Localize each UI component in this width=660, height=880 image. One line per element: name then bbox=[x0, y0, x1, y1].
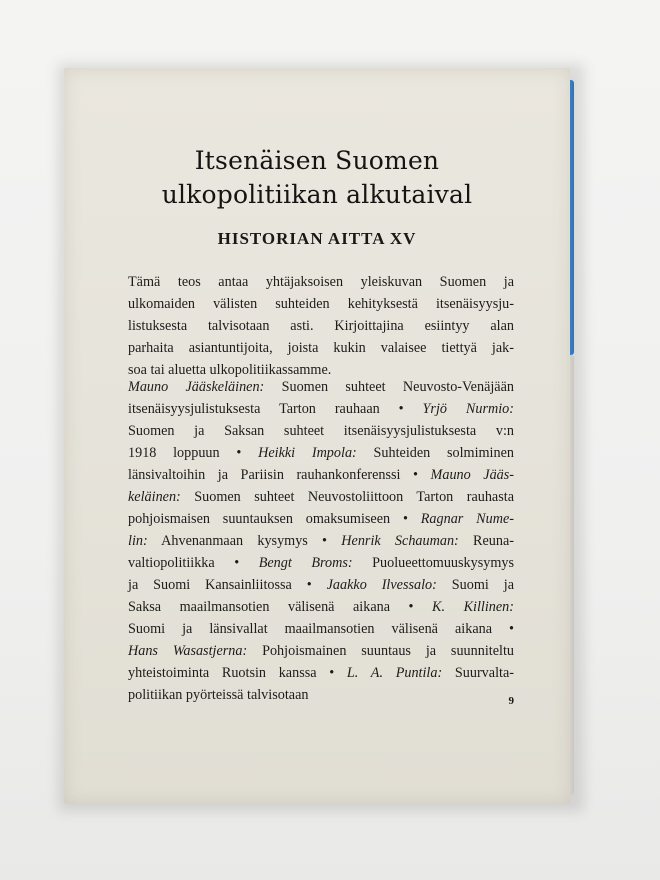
author-name: Yrjö Nurmio: bbox=[422, 401, 514, 417]
contents-line bbox=[128, 508, 514, 530]
chapter-title: 1918 loppuun • bbox=[128, 445, 259, 461]
intro-line: Tämä teos antaa yhtäjaksoisen yleiskuvan Suomen ja bbox=[128, 274, 514, 290]
intro-line: listuksesta talvisotaan asti. Kirjoittajina esiintyy alan bbox=[128, 318, 514, 334]
intro-paragraph bbox=[128, 271, 514, 381]
author-name: L. A. Puntila: bbox=[346, 665, 443, 681]
contents-line bbox=[128, 442, 514, 464]
contents-line: Suomi ja länsivallat maailmansotien välisenä aikana • bbox=[128, 621, 514, 637]
chapter-title: pohjoismaisen suuntauksen omaksumiseen • bbox=[128, 511, 421, 527]
author-name: Jaakko Ilvessalo: bbox=[326, 577, 437, 593]
chapter-title: Ahvenanmaan kysymys • bbox=[147, 533, 342, 549]
author-name: K. Killinen: bbox=[432, 599, 515, 615]
author-name: Heikki Impola: bbox=[258, 445, 357, 461]
series-title: HISTORIAN AITTA XV bbox=[217, 229, 417, 248]
author-name: Ragnar Nume- bbox=[420, 511, 514, 527]
chapter-title: valtiopolitiikka • bbox=[128, 555, 259, 571]
contents-line bbox=[128, 596, 514, 618]
contents-line bbox=[128, 552, 514, 574]
chapter-title: Saksa maailmansotien välisenä aikana • bbox=[128, 599, 433, 615]
author-name: Mauno Jääskeläinen: bbox=[128, 379, 265, 395]
chapter-title: Puolueettomuuskysymys bbox=[352, 555, 514, 571]
chapter-title: itsenäisyysjulistuksesta Tarton rauhaan • bbox=[128, 401, 423, 417]
author-name: Mauno Jääs- bbox=[430, 467, 514, 483]
chapter-title: yhteistoiminta Ruotsin kanssa • bbox=[128, 665, 347, 681]
contents-line bbox=[128, 574, 514, 596]
contents-line bbox=[128, 376, 514, 398]
contents-line: Suomen ja Saksan suhteet itsenäisyysjulistuksesta v:n bbox=[128, 423, 514, 439]
intro-line: ulkomaiden välisten suhteiden kehityksestä itsenäisyysju- bbox=[128, 296, 514, 312]
contents-line bbox=[128, 486, 514, 508]
contents-line bbox=[128, 640, 514, 662]
contents-line bbox=[128, 530, 514, 552]
author-name: Bengt Broms: bbox=[258, 555, 353, 571]
chapter-title: Reuna- bbox=[458, 533, 514, 549]
contents-line bbox=[128, 464, 514, 486]
page-number: 9 bbox=[508, 695, 514, 707]
intro-line: soa tai aluetta ulkopolitiikassamme. bbox=[128, 362, 332, 378]
book-title-line-1: Itsenäisen Suomen bbox=[194, 146, 440, 175]
contents-line bbox=[128, 398, 514, 420]
chapter-title: Suomen suhteet Neuvosto-Venäjään bbox=[264, 379, 514, 395]
chapter-title: Suhteiden solmiminen bbox=[356, 445, 514, 461]
author-name: lin: bbox=[128, 533, 148, 549]
contents-line: politiikan pyörteissä talvisotaan bbox=[128, 687, 309, 703]
author-name: keläinen: bbox=[128, 489, 181, 505]
author-name: Henrik Schauman: bbox=[341, 533, 459, 549]
chapter-title: ja Suomi Kansainliitossa • bbox=[128, 577, 327, 593]
chapter-title: Suurvalta- bbox=[442, 665, 514, 681]
book-title-line-2: ulkopolitiikan alkutaival bbox=[161, 180, 473, 209]
contents-line bbox=[128, 662, 514, 684]
chapter-title: Suomi ja bbox=[436, 577, 514, 593]
chapter-title: länsivaltoihin ja Pariisin rauhankonferenssi • bbox=[128, 467, 431, 483]
contents-paragraph bbox=[128, 376, 514, 706]
chapter-title: Pohjoismainen suuntaus ja suunniteltu bbox=[247, 643, 514, 659]
author-name: Hans Wasastjerna: bbox=[128, 643, 248, 659]
intro-line: parhaita asiantuntijoita, joista kukin valaisee tiettyä jak- bbox=[128, 340, 514, 356]
chapter-title: Suomen suhteet Neuvostoliittoon Tarton rauhasta bbox=[180, 489, 514, 505]
